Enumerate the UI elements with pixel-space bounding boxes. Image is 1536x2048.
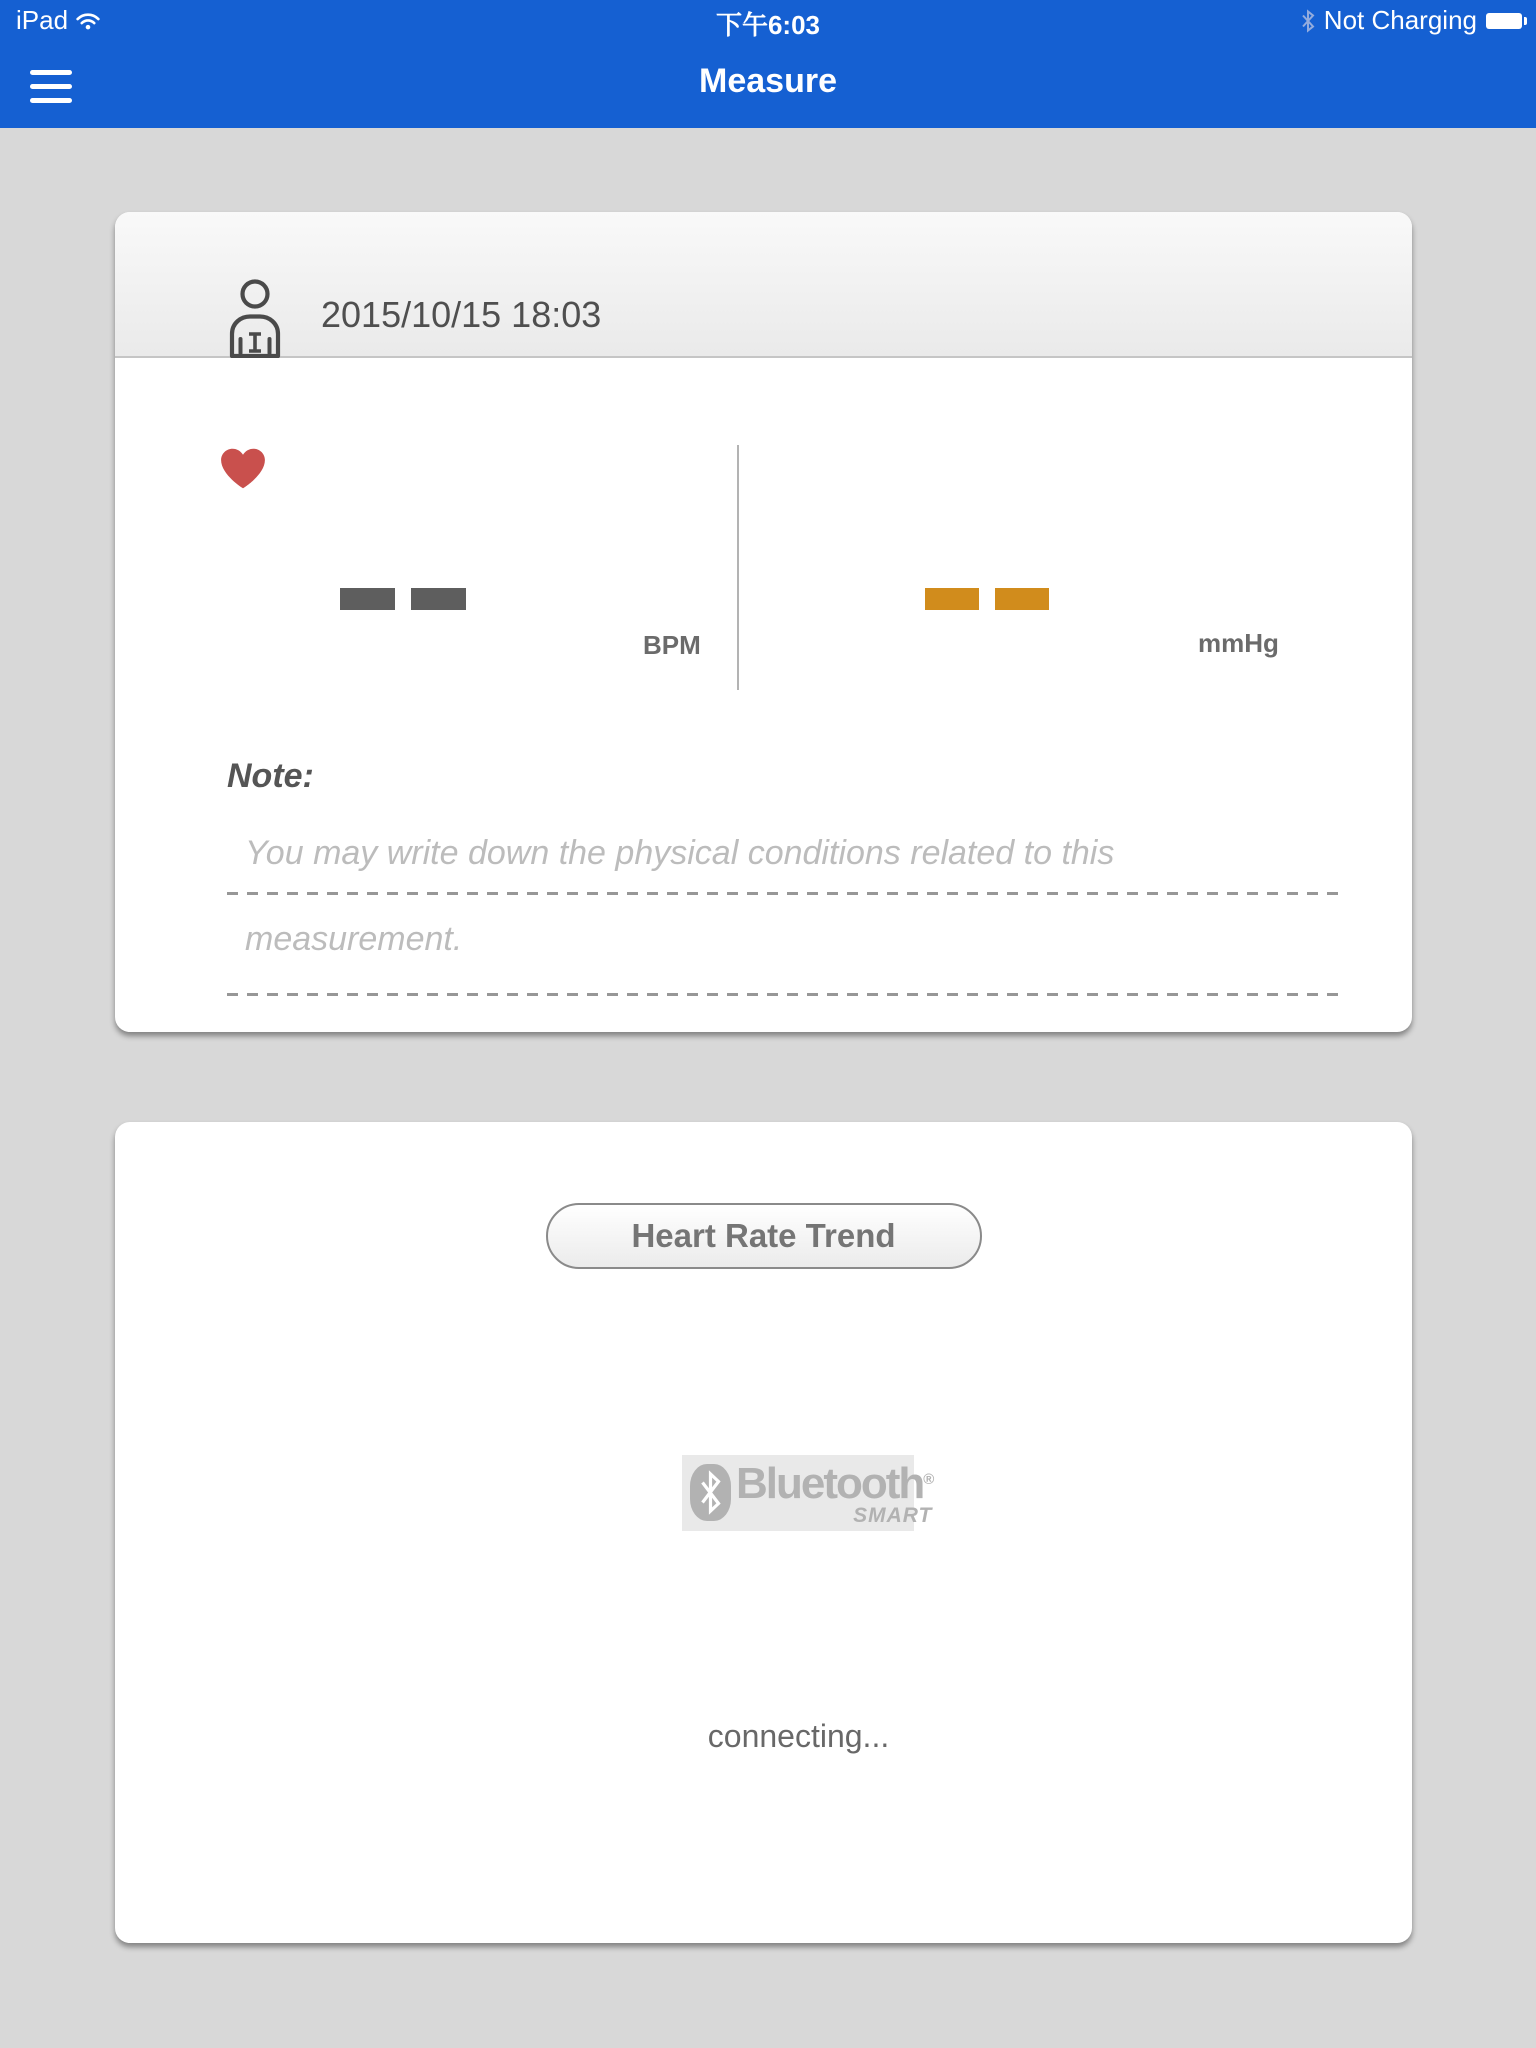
bluetooth-wordmark: Bluetooth® xyxy=(736,1459,935,1508)
measurement-card-header[interactable] xyxy=(115,212,1412,358)
bluetooth-smart-logo xyxy=(682,1455,935,1531)
clock: 下午6:03 xyxy=(715,10,821,40)
heart-rate-trend-button[interactable]: Heart Rate Trend xyxy=(546,1203,982,1269)
note-underline xyxy=(227,993,1345,996)
bluetooth-status-icon xyxy=(1301,8,1315,34)
connection-status-text: connecting... xyxy=(707,1718,890,1754)
blood-pressure-value-dash xyxy=(995,588,1049,610)
status-bar xyxy=(0,0,1536,40)
note-input[interactable] xyxy=(227,812,1347,1012)
page-title: Measure xyxy=(699,62,837,100)
blood-pressure-unit: mmHg xyxy=(1198,628,1279,658)
bluetooth-smart-label: SMART xyxy=(853,1504,933,1527)
carrier-label: iPad xyxy=(16,5,69,35)
heart-rate-unit: BPM xyxy=(643,630,701,660)
note-underline xyxy=(227,892,1345,895)
measurement-datetime: 2015/10/15 18:03 xyxy=(321,294,602,335)
blood-pressure-value-dash xyxy=(925,588,979,610)
battery-status-label: Not Charging xyxy=(1323,5,1477,35)
battery-icon xyxy=(1486,13,1522,29)
measurement-card xyxy=(115,212,1412,1032)
note-placeholder-line2: measurement. xyxy=(245,920,463,958)
trend-card xyxy=(115,1122,1412,1943)
top-bar xyxy=(0,0,1536,128)
note-placeholder-line1: You may write down the physical conditions related to this xyxy=(245,834,1115,872)
heart-icon xyxy=(220,448,266,489)
bluetooth-logo-icon xyxy=(690,1464,731,1521)
note-label: Note: xyxy=(227,757,314,795)
user-icon xyxy=(227,278,283,358)
heart-rate-value-dash xyxy=(340,588,395,610)
registered-mark: ® xyxy=(923,1471,935,1488)
vitals-divider xyxy=(737,445,739,690)
heart-rate-value-dash xyxy=(411,588,466,610)
